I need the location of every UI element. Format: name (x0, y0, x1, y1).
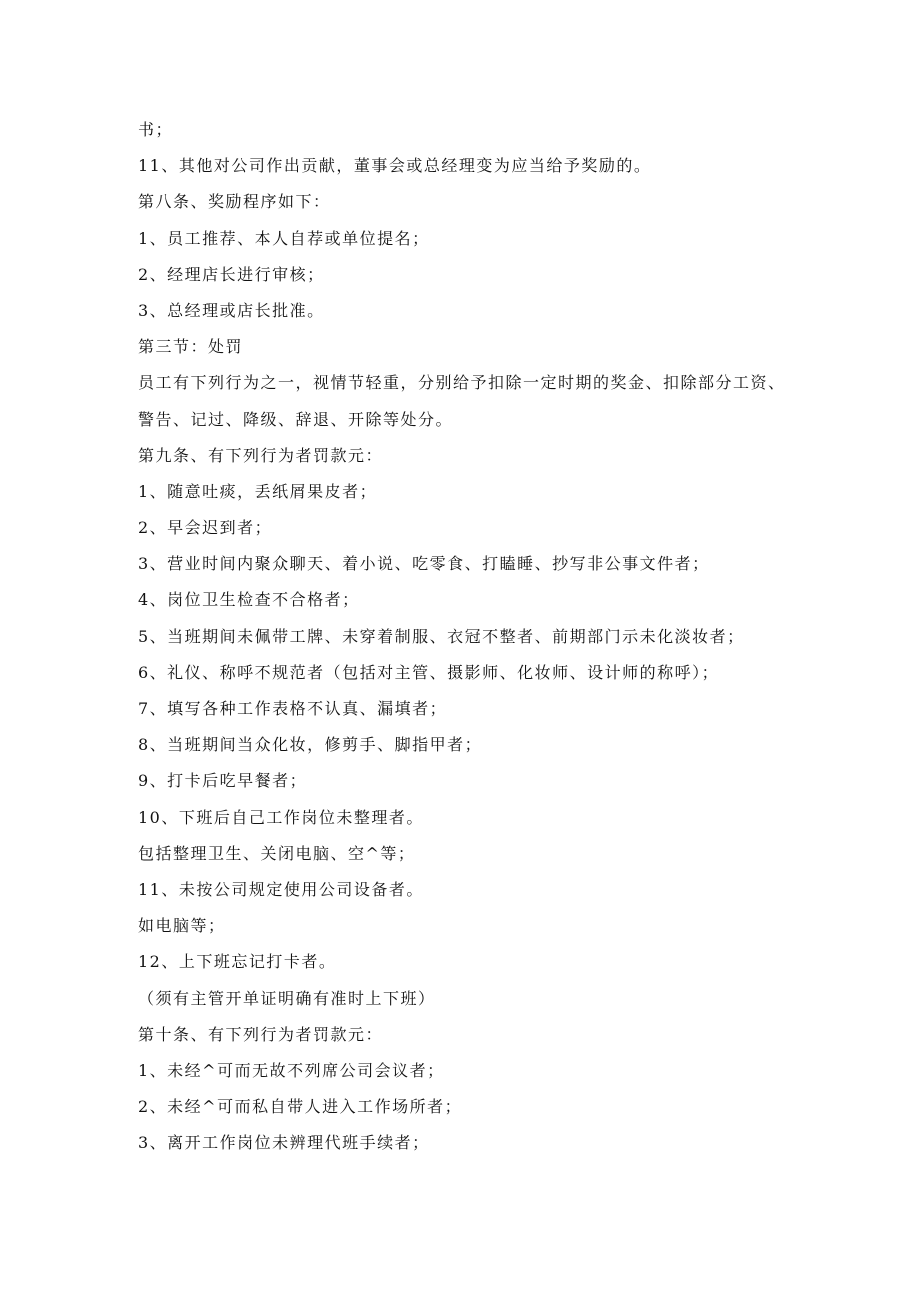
list-item: 5、当班期间未佩带工牌、未穿着制服、衣冠不整者、前期部门示未化淡妆者； (138, 626, 745, 646)
list-item: 4、岗位卫生检查不合格者； (138, 590, 360, 610)
list-item: 11、未按公司规定使用公司设备者。 (138, 879, 424, 899)
paragraph-line: 如电脑等； (138, 916, 226, 936)
paragraph-line: 员工有下列行为之一，视情节轻重，分别给予扣除一定时期的奖金、扣除部分工资、 (138, 373, 786, 393)
list-item: 2、未经^可而私自带人进入工作场所者； (138, 1097, 463, 1117)
section-heading: 第九条、有下列行为者罚款元： (138, 445, 384, 465)
list-item: 2、早会迟到者； (138, 518, 273, 538)
list-item: 1、随意吐痰，丢纸屑果皮者； (138, 481, 378, 501)
list-item: 8、当班期间当众化妆，修剪手、脚指甲者； (138, 735, 483, 755)
list-item: 12、上下班忘记打卡者。 (138, 952, 337, 972)
paragraph-line: 警告、记过、降级、辞退、开除等处分。 (138, 409, 454, 429)
list-item: 10、下班后自己工作岗位未整理者。 (138, 807, 424, 827)
text-line: 书； (138, 120, 174, 139)
list-item: 1、未经^可而无故不列席公司会议者； (138, 1060, 445, 1080)
paragraph-line: 包括整理卫生、关闭电脑、空^等； (138, 843, 416, 863)
paragraph-line: （须有主管开单证明确有准时上下班） (138, 988, 436, 1008)
text-line: 11、其他对公司作出贡献，董事会或总经理变为应当给予奖励的。 (138, 156, 652, 176)
list-item: 3、营业时间内聚众聊天、着小说、吃零食、打瞌睡、抄写非公事文件者； (138, 554, 710, 574)
list-item: 3、离开工作岗位未辨理代班手续者； (138, 1133, 430, 1153)
list-item: 2、经理店长进行审核； (138, 264, 325, 284)
list-item: 9、打卡后吃早餐者； (138, 771, 308, 791)
list-item: 7、填写各种工作表格不认真、漏填者； (138, 699, 448, 718)
document-body (138, 112, 788, 1161)
section-heading: 第三节：处罚 (138, 337, 244, 357)
list-item: 1、员工推荐、本人自荐或单位提名； (138, 228, 430, 248)
section-heading: 第八条、奖励程序如下： (138, 192, 331, 212)
list-item: 3、总经理或店长批准。 (138, 300, 325, 320)
section-heading: 第十条、有下列行为者罚款元： (138, 1024, 384, 1044)
list-item: 6、礼仪、称呼不规范者（包括对主管、摄影师、化妆师、设计师的称呼）； (138, 662, 720, 682)
